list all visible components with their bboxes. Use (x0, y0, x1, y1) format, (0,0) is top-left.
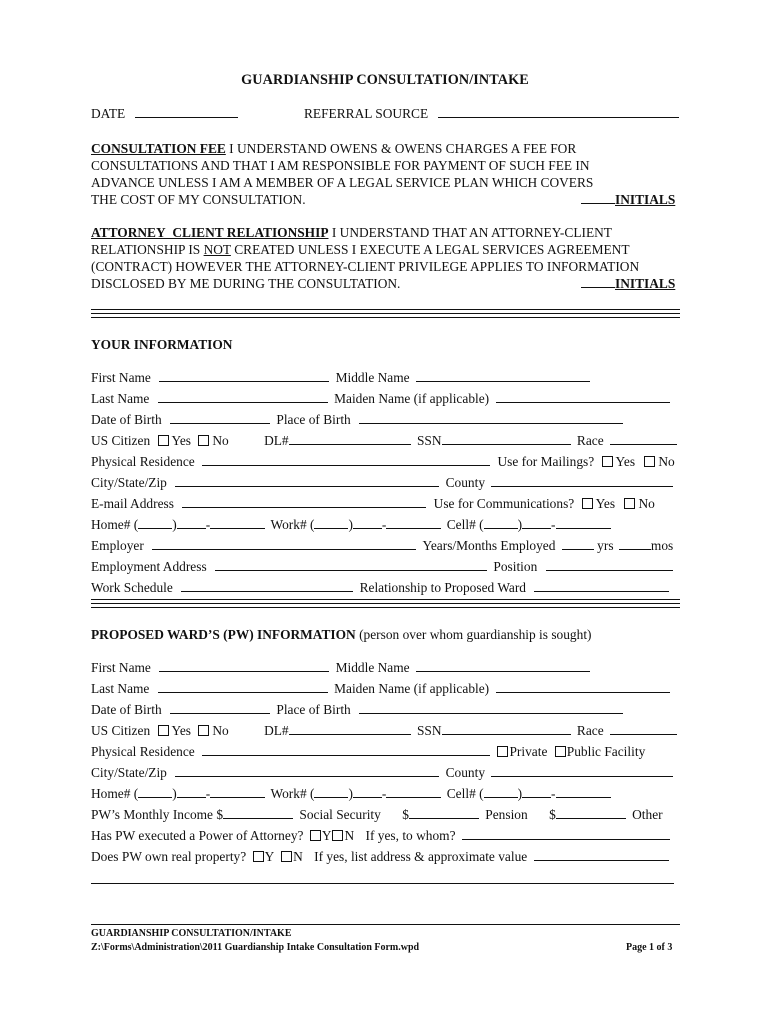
ward-first-name-row (91, 659, 590, 677)
schedule-label: Work Schedule (91, 580, 173, 595)
comms-no-checkbox[interactable] (624, 498, 635, 509)
your-employer-row (91, 537, 673, 555)
comms-yes-checkbox[interactable] (582, 498, 593, 509)
ssn-field[interactable] (442, 433, 571, 445)
ward-city-field[interactable] (175, 765, 439, 777)
ward-middle-name-label: Middle Name (335, 660, 410, 675)
ward-dob-row (91, 701, 623, 719)
fee-line-3: ADVANCE UNLESS I AM A MEMBER OF A LEGAL SERVICE PLAN WHICH COVERS (91, 175, 594, 190)
public-facility-checkbox[interactable] (555, 746, 566, 757)
section-divider (91, 599, 680, 600)
citizen-no-checkbox[interactable] (198, 435, 209, 446)
ward-last-name-field[interactable] (158, 681, 328, 693)
dollar-sign: $ (549, 807, 556, 822)
maiden-name-field[interactable] (496, 391, 670, 403)
ward-first-name-field[interactable] (159, 660, 329, 672)
ward-work-area-field[interactable] (314, 786, 348, 798)
fee-text-1: I UNDERSTAND OWENS & OWENS CHARGES A FEE FOR (229, 141, 577, 156)
no-label: No (658, 454, 675, 469)
footer-path: Z:\Forms\Administration\2011 Guardianship Intake Consultation Form.wpd (91, 942, 420, 953)
schedule-field[interactable] (181, 580, 353, 592)
pension-label: Pension (485, 807, 528, 822)
if-yes-address-label: If yes, list address & approximate value (314, 849, 528, 864)
months-field[interactable] (619, 538, 651, 550)
cell-prefix-field[interactable] (522, 517, 551, 529)
ac-initials[interactable] (581, 275, 675, 293)
y-label: Y (321, 828, 332, 843)
work-area-field[interactable] (314, 517, 348, 529)
fee-initials[interactable] (581, 191, 675, 209)
fee-line-1 (91, 140, 576, 158)
ac-heading: ATTORNEY_CLIENT RELATIONSHIP (91, 225, 329, 240)
if-yes-whom-label: If yes, to whom? (365, 828, 456, 843)
social-security-field[interactable] (409, 807, 479, 819)
poa-whom-field[interactable] (462, 828, 670, 840)
dob-field[interactable] (170, 412, 270, 424)
paren: ) (172, 517, 177, 532)
social-security-label: Social Security (299, 807, 381, 822)
your-residence-row (91, 453, 675, 471)
relationship-field[interactable] (534, 580, 669, 592)
referral-label: REFERRAL SOURCE (304, 106, 429, 121)
your-schedule-row (91, 579, 669, 597)
dollar-sign: $ (402, 807, 409, 822)
ward-citizen-no-checkbox[interactable] (198, 725, 209, 736)
your-info-heading: YOUR INFORMATION (91, 337, 233, 352)
county-label: County (445, 475, 486, 490)
dl-label: DL# (264, 433, 289, 448)
cell-phone-label: Cell# ( (446, 517, 484, 532)
paren: ) (348, 517, 353, 532)
employer-field[interactable] (152, 538, 416, 550)
property-address-field[interactable] (534, 849, 669, 861)
n-label: N (344, 828, 355, 843)
ward-work-phone-label: Work# ( (270, 786, 315, 801)
ward-city-row (91, 764, 673, 782)
paren: ) (348, 786, 353, 801)
last-name-label: Last Name (91, 391, 150, 406)
monthly-income-field[interactable] (223, 807, 293, 819)
ward-maiden-name-field[interactable] (496, 681, 670, 693)
middle-name-label: Middle Name (335, 370, 410, 385)
ward-middle-name-field[interactable] (416, 660, 590, 672)
home-line-field[interactable] (210, 517, 265, 529)
private-checkbox[interactable] (497, 746, 508, 757)
use-mailings-label: Use for Mailings? (497, 454, 595, 469)
ward-home-line-field[interactable] (210, 786, 265, 798)
ward-citizen-row (91, 722, 677, 740)
ward-pob-field[interactable] (359, 702, 623, 714)
ward-ssn-field[interactable] (442, 723, 571, 735)
ac-initials-label: INITIALS (615, 276, 676, 291)
form-title: GUARDIANSHIP CONSULTATION/INTAKE (241, 72, 529, 88)
monthly-income-label: PW’s Monthly Income $ (91, 807, 224, 822)
ward-last-name-row (91, 680, 670, 698)
ward-dl-field[interactable] (289, 723, 411, 735)
ward-poa-row (91, 827, 670, 845)
ward-county-label: County (445, 765, 486, 780)
home-phone-label: Home# ( (91, 517, 139, 532)
your-email-row (91, 495, 655, 513)
yes-label: Yes (595, 496, 616, 511)
referral-row (304, 105, 679, 123)
ward-cell-area-field[interactable] (484, 786, 518, 798)
poa-yes-checkbox[interactable] (310, 830, 321, 841)
ward-home-prefix-field[interactable] (177, 786, 206, 798)
n-label: N (293, 849, 303, 864)
fee-initials-label: INITIALS (615, 192, 676, 207)
property-address-line[interactable] (91, 883, 674, 884)
property-no-checkbox[interactable] (281, 851, 292, 862)
race-field[interactable] (610, 433, 677, 445)
home-area-field[interactable] (138, 517, 172, 529)
ac-text-2b: CREATED UNLESS I EXECUTE A LEGAL SERVICES AGREEMENT (230, 242, 630, 257)
no-label: No (212, 723, 229, 738)
other-label: Other (632, 807, 663, 822)
ward-home-area-field[interactable] (138, 786, 172, 798)
yes-label: Yes (615, 454, 636, 469)
city-label: City/State/Zip (91, 475, 167, 490)
email-label: E-mail Address (91, 496, 174, 511)
pob-label: Place of Birth (276, 412, 351, 427)
property-question: Does PW own real property? (91, 849, 247, 864)
section-divider (91, 607, 680, 608)
ward-last-name-label: Last Name (91, 681, 150, 696)
ward-city-label: City/State/Zip (91, 765, 167, 780)
your-emp-address-row (91, 558, 673, 576)
dash: - (205, 786, 211, 801)
public-facility-label: Public Facility (566, 744, 646, 759)
dash: - (381, 786, 387, 801)
dob-label: Date of Birth (91, 412, 162, 427)
y-label: Y (264, 849, 274, 864)
paren: ) (172, 786, 177, 801)
work-prefix-field[interactable] (353, 517, 382, 529)
ward-residence-label: Physical Residence (91, 744, 195, 759)
date-field[interactable] (135, 106, 238, 118)
relationship-label: Relationship to Proposed Ward (359, 580, 526, 595)
your-first-name-row (91, 369, 590, 387)
citizen-yes-checkbox[interactable] (158, 435, 169, 446)
pension-field[interactable] (556, 807, 626, 819)
emp-address-label: Employment Address (91, 559, 207, 574)
ward-race-label: Race (576, 723, 604, 738)
ward-dob-label: Date of Birth (91, 702, 162, 717)
ssn-label: SSN (416, 433, 442, 448)
fee-heading: CONSULTATION FEE (91, 141, 226, 156)
your-last-name-row (91, 390, 670, 408)
section-divider (91, 313, 680, 314)
dash: - (205, 517, 211, 532)
residence-label: Physical Residence (91, 454, 195, 469)
residence-field[interactable] (202, 454, 490, 466)
race-label: Race (576, 433, 604, 448)
ward-dob-field[interactable] (170, 702, 270, 714)
ward-income-row (91, 806, 663, 824)
emp-address-field[interactable] (215, 559, 487, 571)
mos-label: mos (650, 538, 674, 553)
ac-line-3: (CONTRACT) HOWEVER THE ATTORNEY-CLIENT PRIVILEGE APPLIES TO INFORMATION (91, 259, 640, 274)
ac-text-1: I UNDERSTAND THAT AN ATTORNEY-CLIENT (331, 225, 612, 240)
date-row (91, 105, 238, 123)
yes-label: Yes (171, 723, 191, 738)
ac-text-2a: RELATIONSHIP IS (91, 242, 204, 257)
ward-citizen-yes-checkbox[interactable] (158, 725, 169, 736)
dash: - (551, 786, 556, 801)
ward-cell-phone-label: Cell# ( (446, 786, 484, 801)
your-dob-row (91, 411, 623, 429)
county-field[interactable] (491, 475, 673, 487)
no-label: No (638, 496, 655, 511)
mailings-no-checkbox[interactable] (644, 456, 655, 467)
ward-phone-row (91, 785, 611, 803)
section-divider (91, 317, 680, 318)
position-label: Position (493, 559, 538, 574)
first-name-field[interactable] (159, 370, 329, 382)
poa-no-checkbox[interactable] (332, 830, 343, 841)
ward-property-row (91, 848, 669, 866)
middle-name-field[interactable] (416, 370, 590, 382)
ac-line-2 (91, 241, 630, 259)
ward-citizen-label: US Citizen (91, 723, 151, 738)
ward-maiden-name-label: Maiden Name (if applicable) (334, 681, 490, 696)
first-name-label: First Name (91, 370, 151, 385)
footer-divider (91, 924, 680, 925)
years-employed-label: Years/Months Employed (422, 538, 556, 553)
home-prefix-field[interactable] (177, 517, 206, 529)
ward-ssn-label: SSN (416, 723, 442, 738)
pob-field[interactable] (359, 412, 623, 424)
section-divider (91, 309, 680, 310)
ac-initials-field[interactable] (581, 276, 615, 288)
us-citizen-label: US Citizen (91, 433, 151, 448)
years-field[interactable] (562, 538, 594, 550)
your-city-row (91, 474, 673, 492)
yes-label: Yes (171, 433, 191, 448)
work-line-field[interactable] (386, 517, 441, 529)
referral-field[interactable] (438, 106, 679, 118)
private-label: Private (509, 744, 548, 759)
fee-line-4: THE COST OF MY CONSULTATION. (91, 192, 306, 207)
mailings-yes-checkbox[interactable] (602, 456, 613, 467)
no-label: No (212, 433, 229, 448)
work-phone-label: Work# ( (270, 517, 315, 532)
last-name-field[interactable] (158, 391, 328, 403)
ward-dl-label: DL# (264, 723, 289, 738)
paren: ) (517, 786, 523, 801)
date-label: DATE (91, 106, 126, 121)
cell-area-field[interactable] (484, 517, 518, 529)
ward-home-phone-label: Home# ( (91, 786, 139, 801)
fee-initials-field[interactable] (581, 192, 615, 204)
ward-first-name-label: First Name (91, 660, 151, 675)
ac-line-4: DISCLOSED BY ME DURING THE CONSULTATION. (91, 276, 401, 291)
ward-heading-row (91, 626, 592, 644)
city-field[interactable] (175, 475, 439, 487)
employer-label: Employer (91, 538, 144, 553)
use-comms-label: Use for Communications? (433, 496, 575, 511)
dash: - (381, 517, 387, 532)
ward-residence-row (91, 743, 645, 761)
ward-work-prefix-field[interactable] (353, 786, 382, 798)
ac-text-not: NOT (203, 242, 231, 257)
ward-pob-label: Place of Birth (276, 702, 351, 717)
property-yes-checkbox[interactable] (253, 851, 264, 862)
cell-line-field[interactable] (556, 517, 611, 529)
footer-page-number: Page 1 of 3 (626, 942, 673, 953)
ward-race-field[interactable] (610, 723, 677, 735)
poa-question: Has PW executed a Power of Attorney? (91, 828, 304, 843)
your-phone-row (91, 516, 611, 534)
email-field[interactable] (182, 496, 426, 508)
ward-work-line-field[interactable] (386, 786, 441, 798)
dl-field[interactable] (289, 433, 411, 445)
ward-cell-line-field[interactable] (556, 786, 611, 798)
position-field[interactable] (546, 559, 673, 571)
ward-cell-prefix-field[interactable] (522, 786, 551, 798)
ward-subheading: (person over whom guardianship is sought) (355, 627, 592, 642)
maiden-name-label: Maiden Name (if applicable) (334, 391, 490, 406)
ward-heading: PROPOSED WARD’S (PW) INFORMATION (91, 627, 356, 642)
fee-line-2: CONSULTATIONS AND THAT I AM RESPONSIBLE FOR PAYMENT OF SUCH FEE IN (91, 158, 590, 173)
footer-title: GUARDIANSHIP CONSULTATION/INTAKE (91, 928, 292, 939)
dash: - (551, 517, 556, 532)
section-divider (91, 603, 680, 604)
your-citizen-row (91, 432, 677, 450)
ward-county-field[interactable] (491, 765, 673, 777)
ward-residence-field[interactable] (202, 744, 490, 756)
yrs-label: yrs (597, 538, 614, 553)
paren: ) (517, 517, 523, 532)
ac-line-1 (91, 224, 612, 242)
